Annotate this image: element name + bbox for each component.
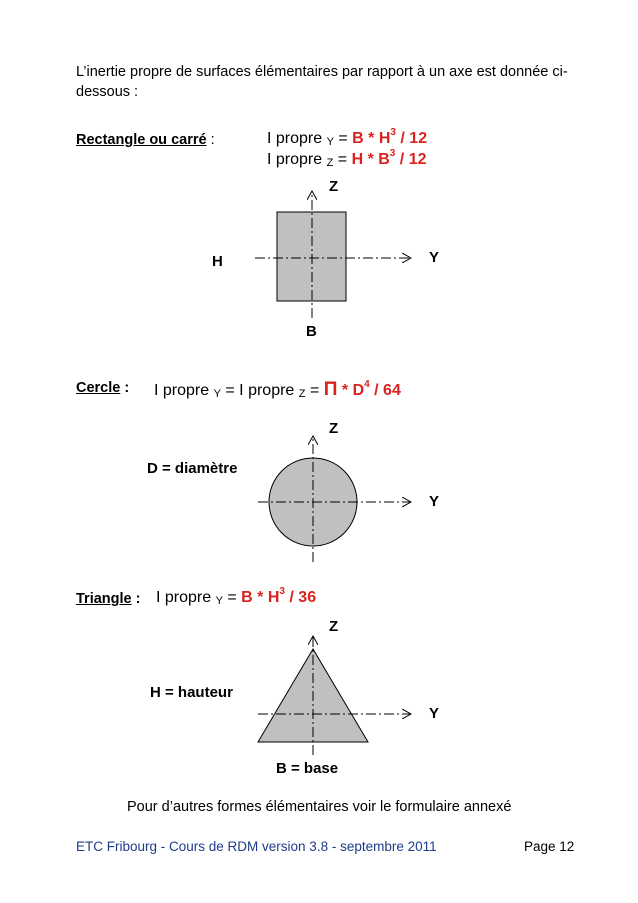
triangle-axis-z-label: Z (329, 618, 339, 635)
formula-axis-sub: Z (326, 157, 334, 169)
formula-exponent: 3 (279, 586, 285, 597)
page-number: Page 12 (524, 839, 575, 854)
circle-diameter-label: D = diamètre (147, 460, 238, 477)
formula-term: B * H (241, 589, 280, 606)
formula-tail: / 12 (395, 151, 427, 168)
formula-axis-sub: Y (213, 388, 221, 400)
circle-colon: : (120, 380, 130, 396)
rectangle-height-label: H (212, 253, 223, 270)
circle-section-label (76, 380, 129, 396)
triangle-height-label: H = hauteur (150, 684, 233, 701)
formula-eq: = (333, 130, 353, 147)
formula-eq: = (333, 151, 352, 168)
footer-left: ETC Fribourg - Cours de RDM version 3.8 - septembre 2011 (76, 839, 437, 854)
formula-prefix: I propre (267, 130, 323, 147)
circle-label: Cercle (76, 380, 121, 396)
formula-eq: = (305, 382, 324, 399)
circle-formula (154, 379, 401, 401)
formula-tail: / 12 (395, 130, 428, 147)
rectangle-colon: : (206, 132, 215, 148)
triangle-colon: : (131, 591, 141, 607)
triangle-section-label (76, 591, 140, 607)
circle-axis-y-label: Y (429, 493, 440, 510)
intro-text: L’inertie propre de surfaces élémentaires par rapport à un axe est donnée ci-dessous : (76, 64, 568, 100)
triangle-formula (156, 586, 317, 607)
formula-exponent: 4 (364, 379, 370, 390)
formula-term: H * B (351, 151, 390, 168)
formula-tail: / 64 (369, 382, 401, 399)
triangle-label: Triangle (76, 591, 132, 607)
formula-exponent: 3 (390, 127, 396, 138)
formula-prefix: I propre (156, 589, 212, 606)
rectangle-label: Rectangle ou carré (76, 132, 207, 148)
triangle-base-label: B = base (276, 760, 339, 777)
annex-note: Pour d’autres formes élémentaires voir le formulaire annexé (127, 799, 512, 815)
formula-exponent: 3 (389, 148, 396, 159)
formula-axis-sub: Y (215, 595, 223, 607)
formula-tail: / 36 (284, 589, 317, 606)
circle-axis-z-label: Z (329, 420, 339, 437)
rectangle-base-label: B (306, 323, 317, 340)
formula-prefix: I propre (267, 151, 323, 168)
formula-prefix: I propre (154, 382, 210, 399)
rectangle-axis-y-label: Y (429, 249, 440, 266)
formula-pi: Π (323, 379, 338, 400)
formula-term: * D (337, 382, 365, 399)
formula-eq: = (222, 589, 242, 606)
formula-axis-sub: Y (326, 136, 334, 148)
formula-axis-sub: Z (298, 388, 306, 400)
triangle-axis-y-label: Y (429, 705, 440, 722)
formula-term: B * H (352, 130, 391, 147)
rectangle-axis-z-label: Z (329, 178, 339, 195)
formula-mid: = I propre (220, 382, 295, 399)
